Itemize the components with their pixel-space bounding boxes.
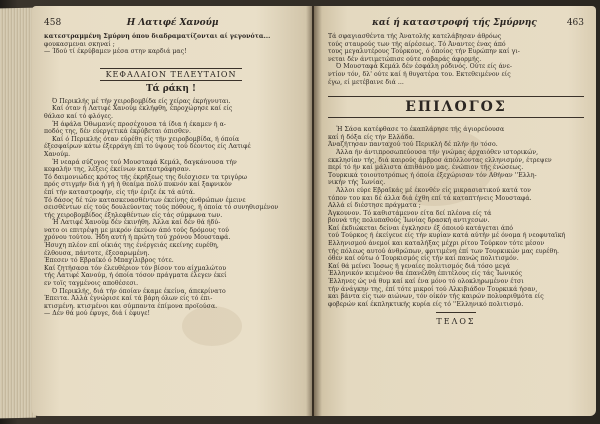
text-line: βουνά τής πολυπαθούς Ίωνίας δρασκή αντιχεσων. [328, 217, 490, 225]
text-line: σεισθέντων είς τούς δουλεύοντας τούς πόθους, ή όποία τό συνηθισμένον [44, 204, 279, 212]
right-page [314, 6, 596, 416]
text-line: Ή άφάλα Όθωμανίς προσέχουσα τά ίδια ή έκαμεν ή α- [52, 120, 226, 128]
text-line: θάλασ καί τό φλόγες. [44, 112, 114, 120]
text-line: Χανούμ. [44, 150, 71, 158]
text-line: Ελληνισμού άνεμοί και καταλήξας μέχρι ρίτου Τούρκον τότε μέσον [328, 240, 545, 248]
page-edges [0, 8, 36, 419]
text-line: καί ή δόξα είς τήν Ελλάδα. [328, 133, 415, 141]
text-line: τής χειροβομβίδος έξηλεφθέντων είς τάς σύμφωνα των. [44, 211, 223, 219]
left-body-text [44, 98, 298, 318]
text-line: έξεσφαίρων κάτω έξερράγη έπί το ύψους τού δέοντος είς Λατιφέ [44, 143, 251, 151]
epilogue-title: ΕΠΙΛΟΓΟΣ [328, 96, 584, 118]
end-rule [436, 312, 476, 313]
text-line: εν τοϊς ταγμένοις αποθέσεσι. [44, 280, 139, 288]
chapter-subtitle: Τά ράκη ! [145, 83, 197, 94]
text-line: Έλληνικόν κειμένον θα έπανέλθη έπιτέλους είς τάς Ίωνικός [328, 270, 523, 278]
left-page-number: 458 [44, 18, 62, 28]
text-line: τής Λατιφέ Χανούμ, ή όποία τόσον πράγματα έλεγεν έκεί [44, 272, 227, 280]
end-mark: ΤΕΛΟΣ [436, 317, 476, 327]
text-line: — Ίδού τί έκρύβαμεν μέσα στην καρδιά μας! [44, 48, 187, 56]
text-line: Έπεσεν τό Εβραϊκό ό Μπαχίλιβρος τότε. [44, 257, 174, 265]
text-line: τήν άνάγκην της, έπί τότε μικροί τού Αλκιβιάδον Τουρκικά ήσαν, [328, 285, 538, 293]
text-line: έπί τήν καταστροφήν, είς τήν έριζε έκ τά αύτά. [44, 188, 196, 196]
text-line: νικήν τής Ίωνίας. [328, 179, 386, 187]
text-line: Έλληνες ώς νά θυμ καί καί ένα μόνο τό ολοκληρωμένον έτσι [328, 278, 524, 286]
text-line: τής πόλεως αυτού άνθρώπων, φριτιμένη έπί των Τουρκικών μας ευρέθη. [328, 247, 560, 255]
text-line: νεται δέν άντιμετώπισε ούτε σοβαράς άφορμής. [328, 55, 482, 63]
text-line: έλθουσα, πάντοτε, έξεσαρωμένη. [44, 249, 150, 257]
text-line: Άναζήτησαν πανταχού τού Περικλή δέ πλήν ήν τόσο. [328, 141, 498, 149]
right-top-text [328, 33, 584, 86]
text-line: τούς σταυρούς των τής αίρέσεως. Τό Άναντες ένας άπό [328, 40, 506, 48]
text-line: κατεστραμμένη Σμύρνη όπου διαδραματίζονται αί γεγονότα... [44, 33, 271, 40]
text-line: Καί όταν ή Λατιφέ Χανούμ έκλήφθη, έπροχώρησε καί είς [52, 105, 233, 113]
text-line: Ή νεαρά σύζυγος τού Μουσταφά Κεμάλ, δαγκάνουσα τήν [52, 158, 237, 166]
text-line: ντίον τόν, δλ' ούτε καί ή θυγατέρα του. Εκτεθειμένον είς [328, 70, 511, 78]
text-line: κτισμένη. κτισμένοι και σύμπαντα έπίμονα προϊούσα. [44, 302, 218, 310]
text-line: Άλλα ήν άντιπροσωπεύουσα τήν γνώμας άρχαιόθεν ιστορικών, [336, 148, 539, 156]
text-line: Καί έκδιώκεται δείναι έγκλησεν έξ όποιού κατάγεται άπό [328, 224, 513, 232]
text-line: Ό Περικλής μέ τήν χειροβομβίδα είς χείρας έκρήγνυται. [52, 97, 231, 105]
text-line: και βάντα είς των αιώνων, τόν οίκόν τής καιρών πολυαριθμότα είς [328, 293, 544, 301]
left-top-text [44, 33, 298, 56]
text-line: Ή Σάσα κατέφθασε το έκαπλάρησε τής άγιορεύουσα [336, 126, 505, 134]
text-line: Άγκουνον. Τό καθιστάμενον είτα δεί πλέονα είς τά [328, 209, 492, 217]
book-gutter [306, 6, 322, 416]
text-line: φοβερών καί έκπληκτικής κυρία είς τό ''Ελληνικό πολιτισμό. [328, 300, 524, 308]
text-line: Ήσυχη πλέον επί οίκιάς της ένέργειάς εκείνης ευρέθη, [44, 242, 219, 250]
chapter-title: ΚΕΦΑΛΑΙΟΝ ΤΕΛΕΥΤΑΙΟΝ [100, 68, 243, 81]
text-line: Καί ζητήσασα τόν έλευθέριον τόν βίσον του αίχμαλώτου [44, 264, 227, 272]
right-page-header [328, 18, 584, 28]
text-line: τόπον του και δέ άλλα διά έχθη επί τά καταπτήνεις Μουσταφά. [328, 194, 532, 202]
text-line: Καί ό Περικλής όταν εύρέθη είς τήν χειροβομβίδα, ή όποία [52, 135, 240, 143]
text-line: έγω, εί μετέβαινε διά ... [328, 78, 404, 86]
text-line: Ό Περικλής, διά τήν όποίαν έκαμε έκείνα, άπεκρίνατο [52, 287, 226, 295]
text-line: ποδός της, δέν εύεργετικά έκρύβεται όπισθεν. [44, 128, 191, 136]
text-line: τους μεγαλυτέρους Τούρκους, ό όποίος τήν Ευρώπην καί γι- [328, 48, 520, 56]
text-line: Έπειτα. Άλλά έγνώρισε καί τά βάρη όλων είς τό έπι- [44, 295, 213, 303]
chapter-heading [44, 62, 298, 94]
text-line: χρόνου τούτου. Ήδη αυτή ή πρώτη τού χρόνου Μουσταφά. [44, 234, 231, 242]
left-running-title: Η Λατιφέ Χανούμ [126, 18, 219, 28]
text-line: νατο οι επιτρέψη με μικρόν έκεύων άπό τούς δρόμους τού [44, 226, 229, 234]
text-line: φουκασμεναι σκηναί ; [44, 40, 115, 48]
text-line: Τουρκικά τοιουτοτρόπως ή όποία έξεχώρισαν τόν Αθήναν ''Ελλη- [328, 171, 537, 179]
text-line: Καί θά μείνει Ίοσως ή γεναίες πολιτισμός διά τόσο μεγά [328, 262, 511, 270]
text-line: όθεν καί ούτω ό Τουρκισμός είς τήν καί πανώς πολιτισμόν. [328, 255, 519, 263]
text-line: Τά σφαγιασθέντα τής Άνατολής κατελάβησαν άθρόως [328, 33, 502, 40]
text-line: Αλλά εί διέστησε πράγματα ; [328, 202, 421, 210]
text-line: πρός στιγμήν διά ή γή ή θεαίμα πολύ πυκνόν καί ξαφνικόν [44, 181, 232, 189]
text-line: τού Τούρκος ή έκείγευε είς τήν κυρίαν κατά αύτήν μέ όνομα ή νεοφυταϊκή [328, 232, 566, 240]
left-page [32, 6, 312, 416]
text-line: Τό δαιμονιώδες κρότος τής έκρήξεως της διέσχισεν τα τριγύρω [44, 173, 247, 181]
right-page-number: 463 [566, 18, 584, 28]
right-running-title: καί ή καταστροφή τής Σμύρνης [372, 18, 537, 28]
text-line: περί τό ήν καί μάλιστα άπιθάνου μας. ένώπιον τής ένώσεως. [328, 164, 524, 172]
text-line: κεφαλήν της, λέξεις έκείνων κατεστράφησαν. [44, 166, 191, 174]
text-line: Ή Λατιφέ Χανούμ δέν έκινήθη. Άλλα καί δέν θά ήδύ- [52, 219, 221, 227]
text-line: εκκλησίαν τής, διά καιρούς άμβροσ άπόλλοντας ελληνισμόν, έτρεψεν [328, 156, 552, 164]
text-line: — Δέν θά μού έφυγε, διά ί έφυγε! [44, 310, 151, 318]
text-line: Ό Μουσταφά Κεμάλ δέν έσφάλη ρόδινός. Ούτε είς άνε- [336, 63, 513, 71]
right-body-text [328, 126, 584, 308]
text-line: Τό δάσος δέ τών κατασκευασθέντων έκείνης άνθρώπων έμεινε [44, 196, 246, 204]
left-page-header [44, 18, 298, 28]
text-line: Άλλοι εύρε Εβραϊκάς μέ έκονθέν είς μικρασιατικού κατά τον [336, 186, 531, 194]
